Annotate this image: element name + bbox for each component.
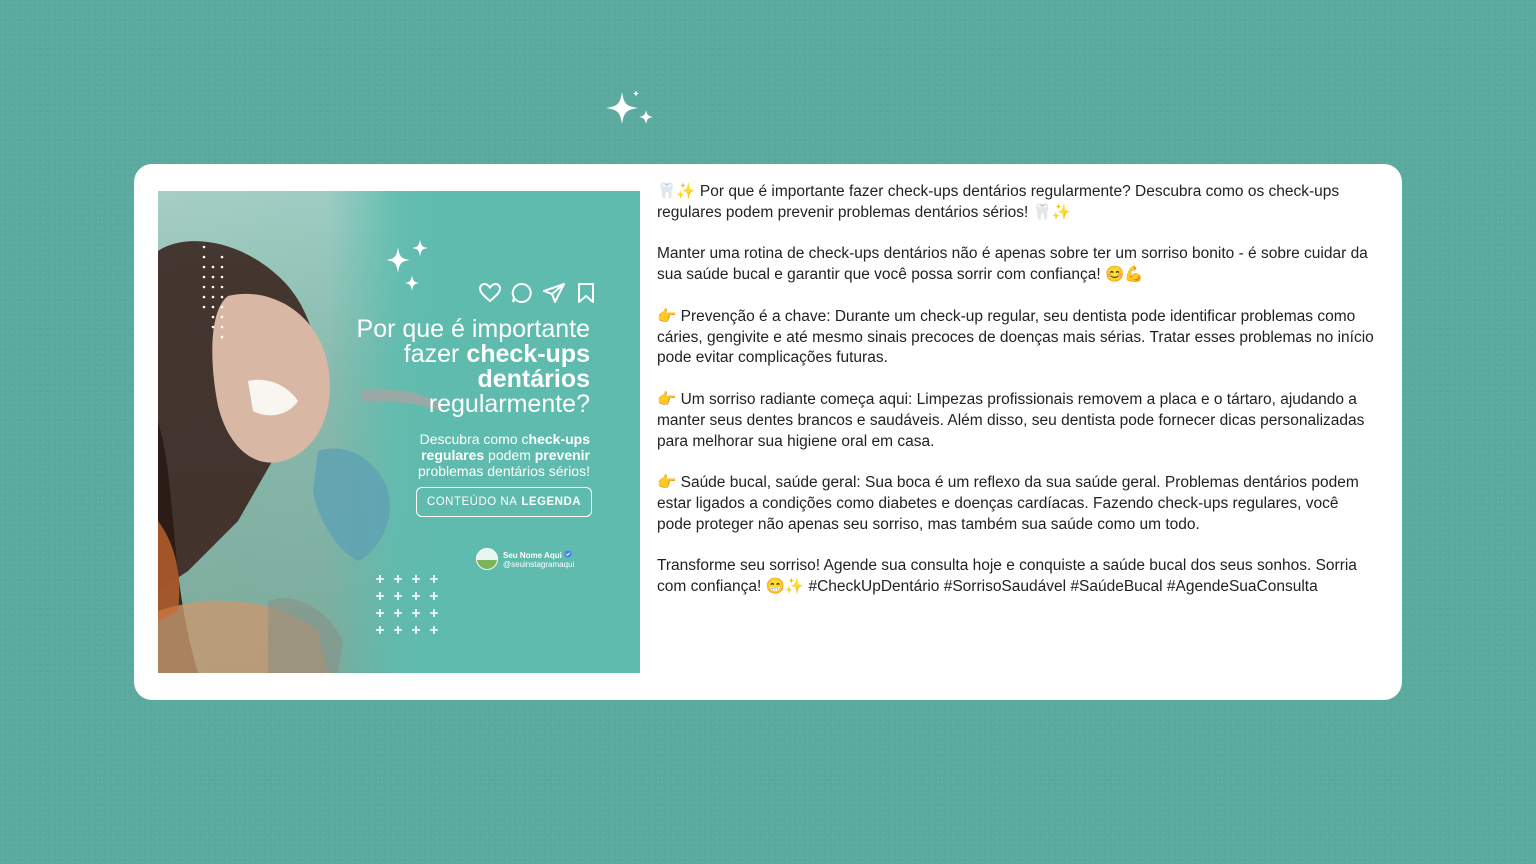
avatar [476, 548, 498, 570]
caption-paragraph: 👉 Prevenção é a chave: Durante um check-up regular, seu dentista pode identificar problemas como cáries, gengivite e até mesmo sinais precoces de doenças mais sérias. Tratar esses problemas no início pode evitar complicações futuras. [657, 307, 1374, 367]
comment-icon[interactable] [510, 281, 534, 305]
bookmark-icon[interactable] [574, 281, 598, 305]
post-image [158, 191, 640, 673]
caption-paragraph: 🦷✨ Por que é importante fazer check-ups dentários regularmente? Descubra como os check-ups regulares podem prevenir problemas dentários sérios! 🦷✨ [657, 183, 1340, 221]
send-icon[interactable] [542, 281, 566, 305]
heart-icon[interactable] [478, 281, 502, 305]
plus-pattern [376, 572, 446, 638]
caption-paragraph: 👉 Saúde bucal, saúde geral: Sua boca é um reflexo da sua saúde geral. Problemas dentários podem estar ligados a condições como diabetes e doenças cardíacas. Fazendo check-ups regulares, você pode proteger não apenas seu sorriso, mas também sua saúde como um todo. [657, 474, 1359, 533]
profile-badge: Seu Nome Aqui @seuinstagramaqui [476, 548, 574, 570]
sparkle-icon [602, 88, 658, 132]
post-cta-button[interactable]: CONTEÚDO NA LEGENDA [416, 487, 592, 517]
caption-paragraph: Manter uma rotina de check-ups dentários não é apenas sobre ter um sorriso bonito - é sobre cuidar da sua saúde bucal e garantir que você possa sorrir com confiança! 😊💪 [657, 245, 1368, 284]
post-actions [478, 281, 590, 307]
caption-paragraph: 👉 Um sorriso radiante começa aqui: Limpezas profissionais removem a placa e o tártaro, ajudando a manter seus dentes brancos e saudáveis. Além disso, seu dentista pode fornecer dicas personalizadas para melhorar sua higiene oral em casa. [657, 390, 1365, 450]
caption-paragraph: Transforme seu sorriso! Agende sua consulta hoje e conquiste a saúde bucal dos seus sonhos. Sorria com confiança! 😁✨ #CheckUpDentário #SorrisoSaudável #SaúdeBucal #AgendeSuaConsulta [657, 557, 1357, 596]
content-card [134, 164, 1402, 700]
post-caption [657, 182, 1377, 619]
dot-pattern [200, 243, 230, 343]
sparkle-icon [384, 239, 434, 297]
post-headline: Por que é importante fazer check-ups dentários regularmente? [356, 315, 590, 418]
verified-icon [564, 550, 572, 558]
post-subheadline: Descubra como check-ups regulares podem prevenir problemas dentários sérios! [418, 431, 590, 479]
